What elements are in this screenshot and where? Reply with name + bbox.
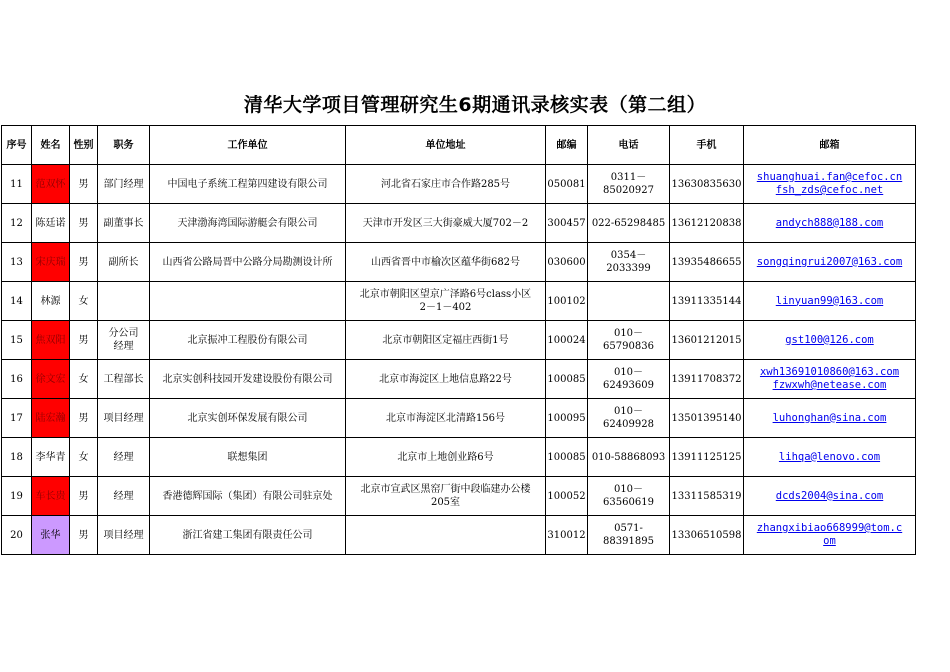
cell-seq: 17 (2, 399, 32, 438)
email-link[interactable]: xwh13691010860@163.com (759, 366, 900, 378)
cell-seq: 13 (2, 243, 32, 282)
cell-phone: 0571-88391895 (588, 516, 670, 555)
table-row (2, 438, 916, 477)
cell-mobile: 13911125125 (670, 438, 744, 477)
cell-name (32, 399, 70, 438)
table-row (2, 282, 916, 321)
email-link[interactable]: shuanghuai.fan@cefoc.cn (756, 171, 903, 183)
cell-position (98, 321, 150, 360)
cell-name (32, 165, 70, 204)
cell-phone: 010－62409928 (588, 399, 670, 438)
cell-postcode: 100095 (546, 399, 588, 438)
name-text: 徐文宏 (35, 373, 66, 385)
cell-seq: 16 (2, 360, 32, 399)
cell-email (744, 204, 916, 243)
cell-seq: 15 (2, 321, 32, 360)
cell-postcode: 300457 (546, 204, 588, 243)
cell-company: 中国电子系统工程第四建设有限公司 (150, 165, 346, 204)
cell-gender: 男 (70, 399, 98, 438)
name-text: 陆宏瀚 (35, 412, 66, 424)
cell-gender: 男 (70, 516, 98, 555)
cell-postcode: 100085 (546, 360, 588, 399)
email-link[interactable]: dcds2004@sina.com (775, 489, 884, 502)
cell-gender: 女 (70, 360, 98, 399)
cell-seq: 20 (2, 516, 32, 555)
cell-phone: 010－65790836 (588, 321, 670, 360)
cell-phone: 010－62493609 (588, 360, 670, 399)
table-row (2, 321, 916, 360)
cell-email (744, 243, 916, 282)
header-email: 邮箱 (744, 126, 916, 165)
cell-address: 天津市开发区三大街豪威大厦702－2 (346, 204, 546, 243)
cell-address (346, 282, 546, 321)
cell-mobile: 13911335144 (670, 282, 744, 321)
email-link[interactable]: om (823, 535, 836, 547)
cell-position: 副董事长 (98, 204, 150, 243)
cell-email (744, 360, 916, 399)
header-name: 姓名 (32, 126, 70, 165)
cell-mobile: 13601212015 (670, 321, 744, 360)
address-line: 北京市宣武区黑窑厂街中段临建办公楼 (360, 484, 531, 495)
cell-company: 联想集团 (150, 438, 346, 477)
email-link[interactable]: lihqa@lenovo.com (778, 450, 881, 463)
cell-company: 天津渤海湾国际游艇会有限公司 (150, 204, 346, 243)
header-mobile: 手机 (670, 126, 744, 165)
cell-mobile: 13911708372 (670, 360, 744, 399)
cell-name: 张华 (32, 516, 70, 555)
cell-seq: 14 (2, 282, 32, 321)
cell-postcode: 100102 (546, 282, 588, 321)
cell-mobile: 13501395140 (670, 399, 744, 438)
cell-company: 北京振冲工程股份有限公司 (150, 321, 346, 360)
cell-position: 项目经理 (98, 399, 150, 438)
position-line: 分公司 (108, 328, 139, 339)
cell-position: 工程部长 (98, 360, 150, 399)
cell-company: 北京实创科技园开发建设股份有限公司 (150, 360, 346, 399)
cell-address (346, 477, 546, 516)
cell-gender: 男 (70, 321, 98, 360)
cell-name (32, 321, 70, 360)
cell-phone: 010-58868093 (588, 438, 670, 477)
cell-email (744, 321, 916, 360)
table-row (2, 360, 916, 399)
cell-postcode: 100052 (546, 477, 588, 516)
cell-email (744, 516, 916, 555)
cell-seq: 18 (2, 438, 32, 477)
cell-phone: 022-65298485 (588, 204, 670, 243)
email-link[interactable]: songqingrui2007@163.com (756, 255, 903, 268)
cell-phone (588, 282, 670, 321)
table-row (2, 516, 916, 555)
cell-name: 李华青 (32, 438, 70, 477)
cell-address: 北京市朝阳区定福庄西街1号 (346, 321, 546, 360)
cell-name (32, 360, 70, 399)
cell-position: 经理 (98, 477, 150, 516)
table-row (2, 243, 916, 282)
cell-gender: 男 (70, 204, 98, 243)
cell-email (744, 165, 916, 204)
header-company: 工作单位 (150, 126, 346, 165)
header-position: 职务 (98, 126, 150, 165)
cell-email (744, 399, 916, 438)
cell-postcode: 310012 (546, 516, 588, 555)
cell-gender: 男 (70, 477, 98, 516)
table-row (2, 204, 916, 243)
cell-name: 陈廷诺 (32, 204, 70, 243)
cell-gender: 女 (70, 438, 98, 477)
cell-position: 项目经理 (98, 516, 150, 555)
email-link[interactable]: fzwxwh@netease.com (772, 379, 887, 391)
cell-phone (588, 165, 670, 204)
cell-email (744, 477, 916, 516)
cell-seq: 19 (2, 477, 32, 516)
cell-address: 河北省石家庄市合作路285号 (346, 165, 546, 204)
address-line: 2－1－402 (419, 302, 472, 313)
header-gender: 性别 (70, 126, 98, 165)
cell-mobile: 13306510598 (670, 516, 744, 555)
phone-line: 85020927 (603, 185, 654, 196)
cell-mobile: 13935486655 (670, 243, 744, 282)
header-address: 单位地址 (346, 126, 546, 165)
email-link[interactable]: gst100@126.com (785, 333, 874, 346)
cell-gender: 男 (70, 243, 98, 282)
cell-phone: 0354－2033399 (588, 243, 670, 282)
header-postcode: 邮编 (546, 126, 588, 165)
cell-position: 副所长 (98, 243, 150, 282)
cell-postcode: 100085 (546, 438, 588, 477)
cell-gender: 男 (70, 165, 98, 204)
table-row (2, 477, 916, 516)
cell-phone: 010－63560619 (588, 477, 670, 516)
cell-address: 北京市海淀区上地信息路22号 (346, 360, 546, 399)
cell-mobile: 13612120838 (670, 204, 744, 243)
cell-company: 北京实创环保发展有限公司 (150, 399, 346, 438)
cell-mobile: 13630835630 (670, 165, 744, 204)
cell-position (98, 282, 150, 321)
cell-address: 山西省晋中市榆次区蕴华街682号 (346, 243, 546, 282)
cell-name (32, 477, 70, 516)
cell-company (150, 282, 346, 321)
table-row (2, 165, 916, 204)
name-text: 车长贵 (35, 490, 66, 502)
contact-table (1, 125, 916, 555)
cell-address (346, 516, 546, 555)
cell-gender: 女 (70, 282, 98, 321)
cell-position: 部门经理 (98, 165, 150, 204)
email-link[interactable]: zhangxibiao668999@tom.c (756, 522, 903, 534)
name-text: 范双怀 (35, 178, 66, 190)
cell-company: 香港德辉国际（集团）有限公司驻京处 (150, 477, 346, 516)
name-text: 焦双阳 (35, 334, 66, 346)
email-link[interactable]: fsh_zds@cefoc.net (775, 184, 884, 196)
address-line: 205室 (430, 497, 461, 508)
cell-company: 山西省公路局晋中公路分局勘测设计所 (150, 243, 346, 282)
cell-postcode: 100024 (546, 321, 588, 360)
header-seq: 序号 (2, 126, 32, 165)
cell-address: 北京市上地创业路6号 (346, 438, 546, 477)
cell-seq: 11 (2, 165, 32, 204)
email-link[interactable]: linyuan99@163.com (775, 294, 884, 307)
header-row (2, 126, 916, 165)
cell-company: 浙江省建工集团有限责任公司 (150, 516, 346, 555)
cell-name (32, 243, 70, 282)
phone-line: 0311－ (610, 172, 647, 183)
cell-address: 北京市海淀区北清路156号 (346, 399, 546, 438)
cell-postcode: 030600 (546, 243, 588, 282)
page-title: 清华大学项目管理研究生6期通讯录核实表（第二组） (243, 94, 707, 116)
cell-name: 林源 (32, 282, 70, 321)
cell-position: 经理 (98, 438, 150, 477)
cell-email (744, 282, 916, 321)
cell-seq: 12 (2, 204, 32, 243)
email-link[interactable]: luhonghan@sina.com (772, 411, 887, 424)
cell-email (744, 438, 916, 477)
position-line: 经理 (113, 341, 134, 352)
name-text: 宋庆瑞 (35, 256, 66, 268)
header-phone: 电话 (588, 126, 670, 165)
address-line: 北京市朝阳区望京广泽路6号class小区 (359, 289, 532, 300)
cell-mobile: 13311585319 (670, 477, 744, 516)
email-link[interactable]: andych888@188.com (775, 216, 884, 229)
table-row (2, 399, 916, 438)
cell-postcode: 050081 (546, 165, 588, 204)
